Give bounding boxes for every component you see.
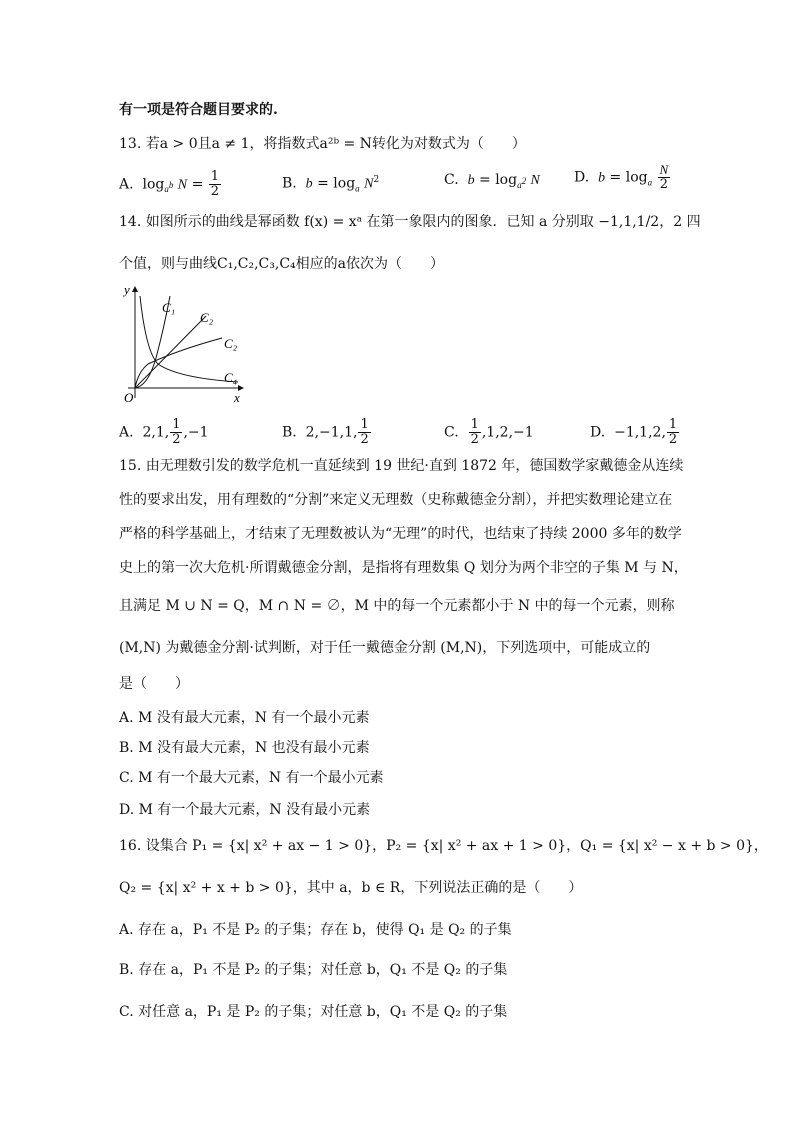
q15-option-a: A. M 没有最大元素，N 有一个最小元素 [119, 710, 370, 726]
q15-line-1: 15. 由无理数引发的数学危机一直延续到 19 世纪·直到 1872 年，德国数学家戴德金从连续 [119, 458, 684, 474]
q14-option-d: D. −1,1,2, $\frac{1}{2}$ [590, 417, 678, 447]
q14-stem-line2: 个值，则与曲线C₁,C₂,C₃,C₄相应的a依次为（ ） [119, 256, 444, 272]
curve-label-c3: C₂ [224, 336, 238, 351]
curve-label-c4: C₄ [224, 370, 238, 385]
q13-stem: 13. 若a > 0且a ≠ 1，将指数式a²ᵇ = N转化为对数式为（ ） [119, 136, 526, 152]
q16-option-b: B. 存在 a，P₁ 不是 P₂ 的子集；对任意 b，Q₁ 不是 Q₂ 的子集 [119, 962, 508, 978]
q15-option-c: C. M 有一个最大元素，N 有一个最小元素 [119, 770, 384, 786]
q16-option-a: A. 存在 a，P₁ 不是 P₂ 的子集；存在 b，使得 Q₁ 是 Q₂ 的子集 [119, 922, 512, 938]
q15-option-b: B. M 没有最大元素，N 也没有最小元素 [119, 740, 370, 756]
section-heading: 有一项是符合题目要求的. [119, 102, 278, 118]
q13-option-d: D. $b = \log_a$ $\frac{N}{2}$ [574, 162, 669, 192]
q13-option-b: B. $b = \log_a N^2$ [282, 175, 380, 194]
curve-c3 [135, 338, 222, 388]
q14-stem-line1: 14. 如图所示的曲线是幂函数 f(x) = xᵃ 在第一象限内的图象．已知 a 分别取 −1,1,1/2，2 四 [119, 214, 701, 230]
q13-option-a: A. $\log_{a^b} N$ = $\frac{1}{2}$ [119, 169, 220, 199]
q15-line-4: 史上的第一次大危机·所谓戴德金分割，是指将有理数集 Q 划分为两个非空的子集 M 与 N， [119, 560, 688, 576]
q14-power-function-figure [118, 282, 248, 406]
q16-line-2: Q₂ = {x| x² + x + b > 0}，其中 a，b ∈ R，下列说法正确的是（ ） [119, 880, 583, 896]
q14-option-a: A. 2,1, $\frac{1}{2}$ ,−1 [119, 417, 209, 447]
q15-line-5: 且满足 M ∪ N = Q，M ∩ N = ∅，M 中的每一个元素都小于 N 中的每一个元素，则称 [119, 598, 675, 614]
curve-label-c1: C₁ [162, 300, 176, 315]
q15-line-7: 是（ ） [119, 676, 189, 692]
q15-line-3: 严格的科学基础上，才结束了无理数被认为“无理”的时代，也结束了持续 2000 多年的数学 [119, 526, 682, 542]
q14-option-c: C. $\frac{1}{2}$ ,1,2,−1 [444, 417, 534, 447]
q13-option-c: C. $b = \log_{a^2} N$ [444, 172, 540, 190]
x-axis-label: x [234, 390, 240, 405]
q14-option-b: B. 2,−1,1, $\frac{1}{2}$ [282, 417, 369, 447]
q15-option-d: D. M 有一个最大元素，N 没有最小元素 [119, 802, 371, 818]
curve-label-c2: C₂ [200, 310, 214, 325]
q16-line-1: 16. 设集合 P₁ = {x| x² + ax − 1 > 0}，P₂ = {x| x² + ax + 1 > 0}，Q₁ = {x| x² − x + b > 0}， [119, 838, 768, 854]
origin-label: O [124, 390, 134, 405]
q15-line-2: 性的要求出发，用有理数的“分割”来定义无理数（史称戴德金分割），并把实数理论建立在 [119, 492, 673, 508]
y-axis-label: y [124, 282, 130, 297]
y-axis-arrow [132, 286, 138, 292]
q16-option-c: C. 对任意 a，P₁ 是 P₂ 的子集；对任意 b，Q₁ 不是 Q₂ 的子集 [119, 1004, 508, 1020]
q15-line-6: (M,N) 为戴德金分割·试判断，对于任一戴德金分割 (M,N)，下列选项中，可能成立的 [119, 640, 651, 656]
